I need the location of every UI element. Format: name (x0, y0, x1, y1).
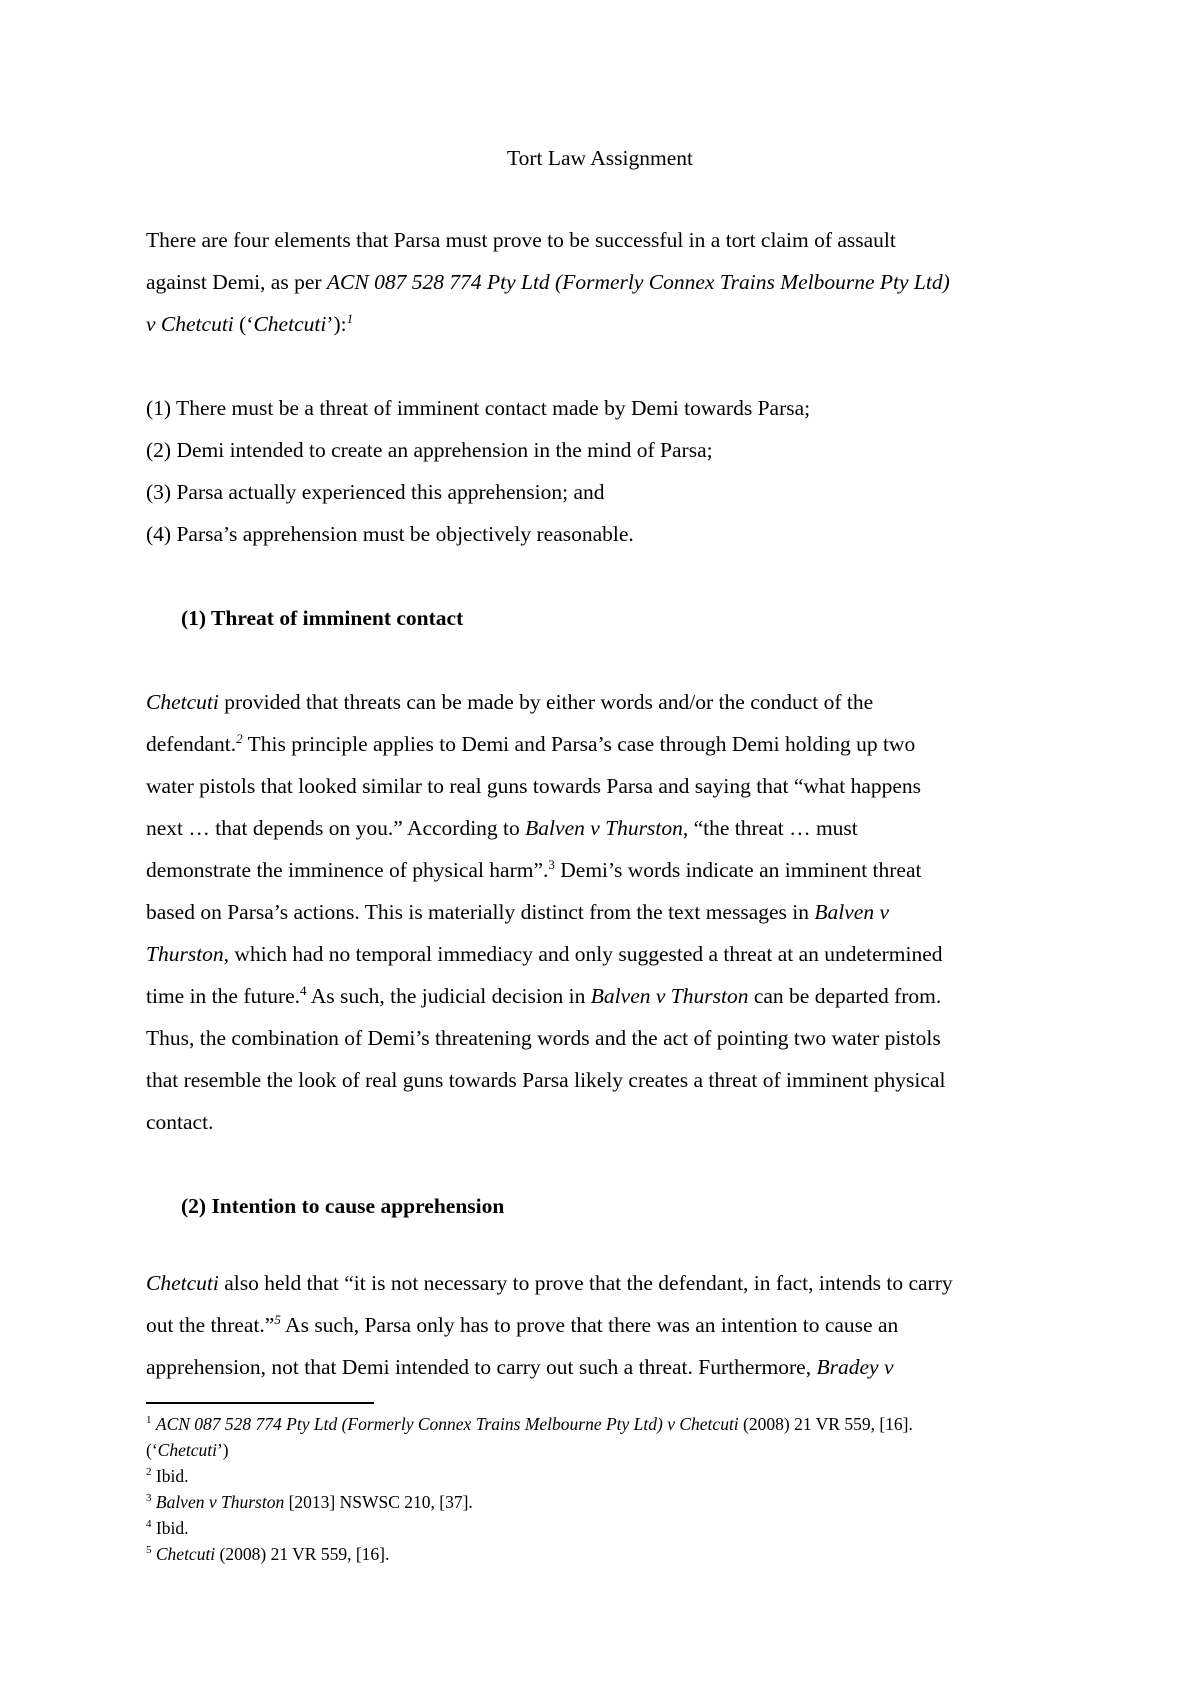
case-name: Balven v (814, 900, 889, 924)
text: There are four elements that Parsa must prove to be successful in a tort claim of assault (146, 228, 896, 252)
footnote-1 (146, 1414, 913, 1435)
intro-line (146, 228, 896, 253)
body-line (146, 690, 873, 715)
document-title: Tort Law Assignment (506, 146, 693, 170)
element-item: (4) Parsa’s apprehension must be objectively reasonable. (146, 522, 634, 546)
intro-line (146, 270, 950, 295)
footnote-3 (146, 1492, 473, 1513)
case-short-name: Chetcuti (146, 1271, 219, 1295)
text: demonstrate the imminence of physical harm”. (146, 858, 549, 882)
body-line (146, 732, 915, 757)
footnote-ref: 1 (346, 310, 354, 326)
footnote-number: 5 (146, 1544, 152, 1557)
section-heading: (2) Intention to cause apprehension (181, 1194, 505, 1218)
text: ’): (326, 312, 347, 336)
case-name: Thurston (146, 942, 224, 966)
footnote-number: 2 (146, 1466, 152, 1479)
footnote-5 (146, 1544, 389, 1565)
footnote-number: 4 (146, 1518, 152, 1531)
body-line (146, 858, 922, 883)
footnote-separator (146, 1402, 374, 1404)
case-name: Balven v Thurston (155, 1492, 285, 1512)
element-item: (1) There must be a threat of imminent contact made by Demi towards Parsa; (146, 396, 811, 420)
text: also held that “it is not necessary to prove that the defendant, in fact, intends to carry (218, 1271, 953, 1295)
text: Ibid. (151, 1466, 189, 1486)
case-name: ACN 087 528 774 Pty Ltd (Formerly Connex Trains Melbourne Pty Ltd) (326, 270, 950, 294)
text: ’) (216, 1440, 229, 1460)
text: As such, Parsa only has to prove that there was an intention to cause an (280, 1313, 899, 1337)
text: (‘ (146, 1440, 158, 1460)
body-line: that resemble the look of real guns towards Parsa likely creates a threat of imminent physical (146, 1068, 946, 1092)
body-line (146, 1271, 953, 1296)
text: time in the future. (146, 984, 301, 1008)
case-name: Balven v Thurston (590, 984, 749, 1008)
case-name: ACN 087 528 774 Pty Ltd (Formerly Connex Trains Melbourne Pty Ltd) v Chetcuti (155, 1414, 739, 1434)
text: (2008) 21 VR 559, [16]. (738, 1414, 913, 1434)
intro-line (146, 312, 353, 337)
text: Demi’s words indicate an imminent threat (554, 858, 922, 882)
text: against Demi, as per (146, 270, 327, 294)
case-short-name: Chetcuti (155, 1544, 216, 1564)
body-line (146, 1355, 894, 1380)
footnote-number: 1 (146, 1414, 152, 1427)
text: As such, the judicial decision in (306, 984, 591, 1008)
text: can be departed from. (748, 984, 942, 1008)
text: next … that depends on you.” According to (146, 816, 526, 840)
case-name: Balven v Thurston, (525, 816, 689, 840)
text: out the threat.” (146, 1313, 275, 1337)
body-line (146, 900, 889, 925)
footnote-ref: 4 (300, 982, 307, 998)
footnote-ref: 2 (236, 730, 243, 746)
element-item: (3) Parsa actually experienced this apprehension; and (146, 480, 605, 504)
element-item: (2) Demi intended to create an apprehension in the mind of Parsa; (146, 438, 713, 462)
footnote-4 (146, 1518, 188, 1539)
text: This principle applies to Demi and Parsa’s case through Demi holding up two (242, 732, 916, 756)
body-line (146, 984, 941, 1009)
text: “the threat … must (688, 816, 858, 840)
text: , which had no temporal immediacy and only suggested a threat at an undetermined (223, 942, 943, 966)
section-heading: (1) Threat of imminent contact (181, 606, 464, 630)
text: apprehension, not that Demi intended to carry out such a threat. Furthermore, (146, 1355, 817, 1379)
text: provided that threats can be made by either words and/or the conduct of the (218, 690, 874, 714)
text: (2008) 21 VR 559, [16]. (215, 1544, 390, 1564)
text: [2013] NSWSC 210, [37]. (284, 1492, 473, 1512)
text: based on Parsa’s actions. This is materially distinct from the text messages in (146, 900, 815, 924)
body-line (146, 1313, 898, 1338)
case-short-name: Chetcuti (146, 690, 219, 714)
case-short-name: Chetcuti (253, 312, 327, 336)
body-line: water pistols that looked similar to real guns towards Parsa and saying that “what happens (146, 774, 922, 798)
case-name: v Chetcuti (146, 312, 234, 336)
footnote-2 (146, 1466, 188, 1487)
text: (‘ (233, 312, 254, 336)
case-short-name: Chetcuti (157, 1440, 217, 1460)
text: defendant. (146, 732, 237, 756)
footnote-ref: 5 (274, 1311, 281, 1327)
footnote-number: 3 (146, 1492, 152, 1505)
footnote-1-continued (146, 1440, 229, 1461)
text: Ibid. (151, 1518, 189, 1538)
case-name: Bradey v (816, 1355, 894, 1379)
footnote-ref: 3 (548, 856, 555, 872)
body-line: contact. (146, 1110, 214, 1134)
body-line (146, 942, 943, 967)
body-line: Thus, the combination of Demi’s threatening words and the act of pointing two water pistols (146, 1026, 941, 1050)
body-line (146, 816, 858, 841)
